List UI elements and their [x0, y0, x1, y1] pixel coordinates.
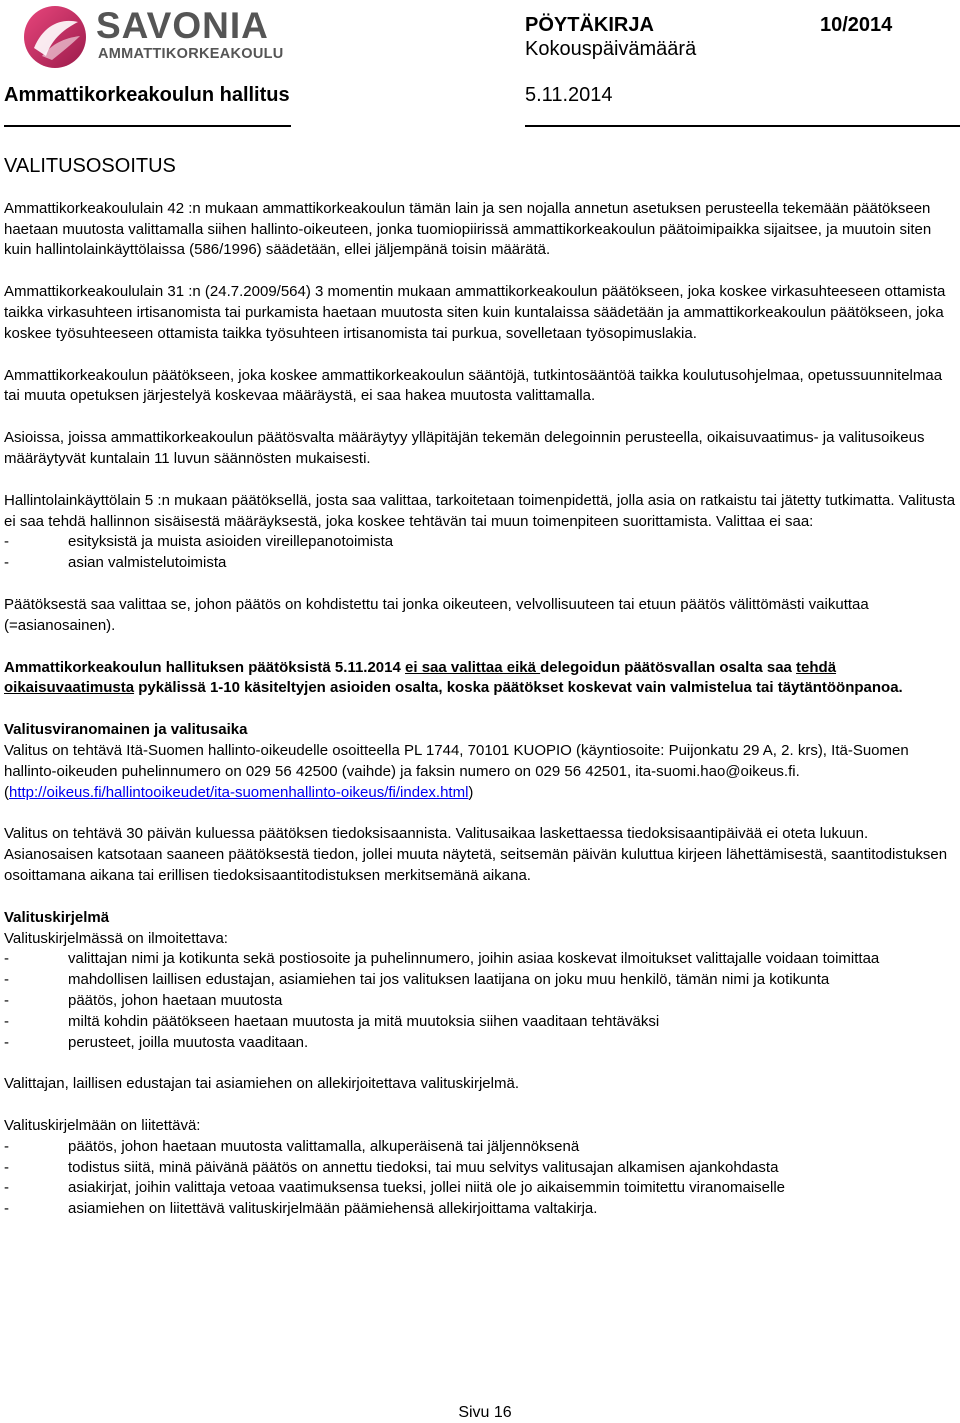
heading-authority: Valitusviranomainen ja valitusaika: [4, 721, 248, 739]
list-dash: -: [4, 991, 9, 1009]
page-number: Sivu 16: [458, 1404, 512, 1421]
list-item: [4, 970, 958, 991]
organization-name: Ammattikorkeakoulun hallitus: [4, 84, 290, 106]
paragraph-delegation: Asioissa, joissa ammattikorkeakoulun päätösvalta määräytyy ylläpitäjän tekemän delegoinnin perusteella, oikaisuvaatimus- ja valitusoikeus määräytyvät kuntalain 11 luvun säännösten mukaisesti.: [4, 429, 925, 467]
list-dash: -: [4, 1158, 9, 1176]
header-rule-left: [4, 125, 291, 127]
document-body: [4, 156, 958, 1220]
list-dash: -: [4, 971, 9, 989]
list-dash: -: [4, 554, 9, 572]
section-title: VALITUSOSOITUS: [4, 155, 176, 177]
decision-text: delegoidun päätösvallan osalta saa: [540, 658, 797, 676]
brand-name: SAVONIA: [96, 5, 269, 46]
list-item: [4, 1137, 958, 1158]
paragraph-signature: Valittajan, laillisen edustajan tai asiamiehen on allekirjoitettava valituskirjelmä.: [4, 1075, 519, 1093]
paragraph-appeal-basis: Ammattikorkeakoululain 42 :n mukaan ammattikorkeakoulun tämän lain ja sen nojalla annetun asetuksen perusteella tekemään päätökseen haetaan muutosta valittamalla siihen hallinto-oikeuteen, jonka tuomiopiirissä ammattikorkeakoulun päätoimipaikka sijaitsee, ja muutoin siten kuin hallintolainkäyttölaissa (586/1996) säädetään, ellei jäljempänä toisin määrätä.: [4, 199, 932, 259]
list-dash: -: [4, 1137, 9, 1155]
paragraph-rules: Ammattikorkeakoulun päätökseen, joka koskee ammattikorkeakoulun sääntöjä, tutkintosääntöä taikka koulutusohjelmaa, opetussuunnitelmaa tai muuta opetuksen järjestelyä koskevaa määräystä, ei saa hakea muutosta valittamalla.: [4, 366, 943, 405]
list-item: [4, 532, 958, 553]
list-item-text: miltä kohdin päätökseen haetaan muutosta ja mitä muutoksia siihen vaaditaan tehtäväksi: [68, 1012, 660, 1030]
list-item-text: päätös, johon haetaan muutosta: [68, 991, 283, 1009]
list-dash: -: [4, 1012, 9, 1030]
paragraph-authority: [4, 741, 958, 803]
list-item-text: valittajan nimi ja kotikunta sekä postiosoite ja puhelinnumero, joihin asiaa koskevat ilmoitukset valittajalle voidaan toimittaa: [68, 950, 880, 968]
list-item-text: todistus siitä, minä päivänä päätös on annettu tiedoksi, tai muu selvitys valitusajan alkamisen ajankohdasta: [68, 1158, 779, 1176]
decision-text: ei saa valittaa eikä: [405, 658, 541, 676]
list-item-text: päätös, johon haetaan muutosta valittamalla, alkuperäisenä tai jäljennöksenä: [68, 1137, 580, 1155]
page-header: [0, 0, 960, 130]
list-dash: -: [4, 1179, 9, 1197]
decision-text: tehdä oikaisuvaatimusta: [4, 658, 837, 697]
list-item: [4, 949, 958, 970]
list-item-text: asian valmistelutoimista: [68, 554, 227, 572]
list-dash: -: [4, 950, 9, 968]
attachments-intro: Valituskirjelmään on liitettävä:: [4, 1117, 201, 1135]
list-item: [4, 991, 958, 1012]
paragraph-decision: [4, 658, 958, 700]
document-type: PÖYTÄKIRJA: [525, 14, 654, 36]
list-item: [4, 553, 958, 574]
authority-text: Valitus on tehtävä Itä-Suomen hallinto-oikeudelle osoitteella PL 1744, 70101 KUOPIO (käyntiosoite: Puijonkatu 29 A, 2. krs), Itä-Suomen hallinto-oikeuden puhelinnumero on 029 56 42500 (vaihde) ja faksin numero on 029 56 42501, ita-suomi.hao@oikeus.fi. (: [4, 741, 909, 801]
court-website-link[interactable]: http://oikeus.fi/hallintooikeudet/ita-suomenhallinto-oikeus/fi/index.html: [9, 783, 469, 801]
list-item-text: asiakirjat, joihin valittaja vetoaa vaatimuksensa tueksi, jollei niitä ole jo aikaisemmin toimitettu viranomaiselle: [68, 1179, 785, 1197]
list-dash: -: [4, 1200, 9, 1218]
decision-text: Ammattikorkeakoulun hallituksen päätöksistä 5.11.2014: [4, 658, 406, 676]
heading-appeal-letter: Valituskirjelmä: [4, 908, 110, 926]
meeting-date-label: Kokouspäivämäärä: [525, 38, 697, 60]
list-item: [4, 1033, 958, 1054]
paragraph-definition: Hallintolainkäyttölain 5 :n mukaan päätöksellä, josta saa valittaa, tarkoitetaan toimenpidettä, jolla asia on ratkaistu tai jätetty tutkimatta. Valitusta ei saa tehdä hallinnon sisäisestä määräyksestä, joka koskee tehtävän tai muun toimenpiteen suorittamista. Valittaa ei saa:: [4, 491, 956, 530]
meeting-date: 5.11.2014: [525, 84, 613, 106]
header-rule-right: [525, 125, 960, 127]
list-item-text: perusteet, joilla muutosta vaaditaan.: [68, 1033, 309, 1051]
list-item: [4, 1199, 958, 1220]
list-item-text: esityksistä ja muista asioiden vireillepanotoimista: [68, 533, 394, 551]
savonia-logo-icon: [22, 4, 88, 70]
paragraph-party: Päätöksestä saa valittaa se, johon päätös on kohdistettu tai jonka oikeuteen, velvollisuuteen tai etuun päätös välittömästi vaikuttaa (=asianosainen).: [4, 595, 869, 634]
paragraph-appeal-time: Valitus on tehtävä 30 päivän kuluessa päätöksen tiedoksisaannista. Valitusaikaa laskettaessa tiedoksisaantipäivää ei oteta lukuun. Asianosaisen katsotaan saaneen päätöksestä tiedon, jollei muuta näytetä, seitsemän päivän kuluttua kirjeen lähettämisestä, saantitodistuksen osoittamana aikana tai erillisen tiedoksisaantitodistuksen merkitsemänä aikana.: [4, 825, 948, 884]
document-number: 10/2014: [820, 14, 893, 36]
authority-close: ): [468, 783, 474, 801]
paragraph-employment: Ammattikorkeakoululain 31 :n (24.7.2009/564) 3 momentin mukaan ammattikorkeakoulun päätökseen, joka koskee virkasuhteeseen ottamista taikka virkasuhteen irtisanomista tai purkamista haetaan muutosta siten kuin kuntalaissa säädetään ja ammattikorkeakoulun päätökseen, joka koskee työsuhteeseen ottamista taikka työsuhteen irtisanomista tai purkua, sovelletaan työsopimuslakia.: [4, 283, 946, 342]
brand-subtitle: AMMATTIKORKEAKOULU: [98, 46, 284, 62]
list-item-text: asiamiehen on liitettävä valituskirjelmään päämiehensä allekirjoittama valtakirja.: [68, 1200, 598, 1218]
list-item: [4, 1158, 958, 1179]
decision-text: pykälissä 1-10 käsiteltyjen asioiden osalta, koska päätökset koskevat vain valmistelua tai täytäntöönpanoa.: [134, 679, 903, 697]
list-item: [4, 1178, 958, 1199]
list-dash: -: [4, 533, 9, 551]
appeal-letter-intro: Valituskirjelmässä on ilmoitettava:: [4, 929, 228, 947]
list-dash: -: [4, 1033, 9, 1051]
list-item-text: mahdollisen laillisen edustajan, asiamiehen tai jos valituksen laatijana on joku muu henkilö, tämän nimi ja kotikunta: [68, 971, 830, 989]
list-item: [4, 1012, 958, 1033]
